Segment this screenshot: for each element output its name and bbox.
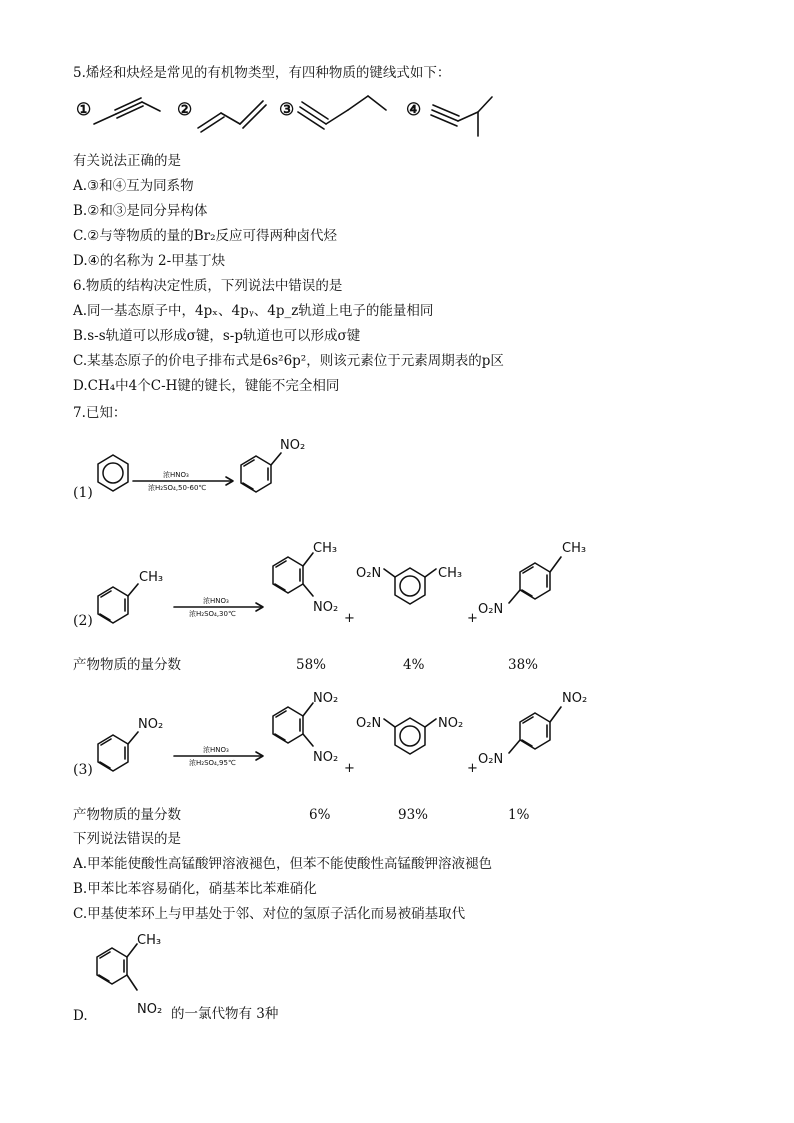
option-d-nitrotoluene <box>97 933 162 1017</box>
toluene-reactant <box>98 570 163 623</box>
q5-option-a: A.③和④互为同系物 <box>73 178 194 194</box>
q6-option-b: B.s-s轨道可以形成σ键，s-p轨道也可以形成σ键 <box>73 328 361 344</box>
q5-option-b: B.②和③是同分异构体 <box>73 203 208 219</box>
no2-label: NO₂ <box>313 750 339 765</box>
q7-option-d-prefix: D. <box>73 1008 88 1024</box>
reaction-2-label: (2) <box>73 613 93 629</box>
plus-sign: + <box>344 761 355 776</box>
no2-label: NO₂ <box>313 600 339 615</box>
compound-label-1: ① <box>76 100 92 120</box>
ch3-label: CH₃ <box>438 566 463 581</box>
q6-stem: 6.物质的结构决定性质，下列说法中错误的是 <box>73 278 343 294</box>
q5-prompt: 有关说法正确的是 <box>73 153 181 169</box>
q6-option-a: A.同一基态原子中，4pₓ、4pᵧ、4p_z轨道上电子的能量相同 <box>73 303 434 319</box>
fraction-label-3: 产物物质的量分数 <box>73 807 181 823</box>
meta-dinitrobenzene <box>356 716 463 754</box>
nitrobenzene-reactant <box>98 717 163 771</box>
q7-stem: 7.已知： <box>73 405 127 421</box>
reaction-1-label: (1) <box>73 485 93 501</box>
o2n-label: O₂N <box>356 716 382 731</box>
plus-sign: + <box>344 611 355 626</box>
ortho-nitrotoluene <box>273 541 338 615</box>
fraction-para-2: 38% <box>508 657 539 673</box>
compound-label-4: ④ <box>406 100 422 120</box>
plus-sign: + <box>467 761 478 776</box>
q7-option-a: A.甲苯能使酸性高锰酸钾溶液褪色，但苯不能使酸性高锰酸钾溶液褪色 <box>73 856 493 872</box>
ch3-label: CH₃ <box>139 570 164 585</box>
q7-option-b: B.甲苯比苯容易硝化，硝基苯比苯难硝化 <box>73 881 317 897</box>
reaction-arrow-3 <box>174 745 263 767</box>
fraction-meta-3: 93% <box>398 807 429 823</box>
ch3-label: CH₃ <box>137 933 162 948</box>
meta-nitrotoluene <box>356 566 462 604</box>
para-nitrotoluene <box>478 541 586 617</box>
condition-top-1: 浓HNO₃ <box>163 471 189 479</box>
condition-bottom-2: 浓H₂SO₄,30℃ <box>189 610 236 618</box>
no2-label: NO₂ <box>562 691 588 706</box>
q6-option-d: D.CH₄中4个C-H键的键长，键能不完全相同 <box>73 378 340 394</box>
fraction-ortho-3: 6% <box>309 807 331 823</box>
no2-label: NO₂ <box>137 1002 163 1017</box>
reaction-arrow-1 <box>133 470 233 492</box>
q5-option-c: C.②与等物质的量的Br₂反应可得两种卤代烃 <box>73 228 338 244</box>
o2n-label: O₂N <box>356 566 382 581</box>
ch3-label: CH₃ <box>562 541 587 556</box>
no2-label: NO₂ <box>438 716 464 731</box>
o2n-label: O₂N <box>478 752 504 767</box>
q5-option-d: D.④的名称为 2-甲基丁炔 <box>73 253 226 269</box>
ortho-dinitrobenzene <box>273 691 338 765</box>
no2-label: NO₂ <box>138 717 164 732</box>
fraction-label-2: 产物物质的量分数 <box>73 657 181 673</box>
compound-label-2: ② <box>177 100 193 120</box>
plus-sign: + <box>467 611 478 626</box>
condition-bottom-1: 浓H₂SO₄,50-60℃ <box>148 484 207 492</box>
reaction-arrow-2 <box>174 596 263 618</box>
fraction-ortho-2: 58% <box>296 657 327 673</box>
condition-bottom-3: 浓H₂SO₄,95℃ <box>189 759 236 767</box>
benzene-ring <box>98 455 128 491</box>
q5-stem: 5.烯烃和炔烃是常见的有机物类型，有四种物质的键线式如下： <box>73 65 451 81</box>
reaction-3-label: (3) <box>73 762 93 778</box>
para-dinitrobenzene <box>478 691 587 767</box>
no2-label: NO₂ <box>313 691 339 706</box>
condition-top-3: 浓HNO₃ <box>203 746 229 754</box>
q7-option-d-suffix: 的一氯代物有 3种 <box>171 1006 279 1022</box>
compound-label-3: ③ <box>279 100 295 120</box>
no2-label: NO₂ <box>280 438 306 453</box>
q7-prompt: 下列说法错误的是 <box>73 831 181 847</box>
o2n-label: O₂N <box>478 602 504 617</box>
condition-top-2: 浓HNO₃ <box>203 597 229 605</box>
nitrobenzene-product <box>241 438 305 492</box>
q7-option-c: C.甲基使苯环上与甲基处于邻、对位的氢原子活化而易被硝基取代 <box>73 906 466 922</box>
fraction-para-3: 1% <box>508 807 530 823</box>
fraction-meta-2: 4% <box>403 657 425 673</box>
ch3-label: CH₃ <box>313 541 338 556</box>
q6-option-c: C.某基态原子的价电子排布式是6s²6p²，则该元素位于元素周期表的p区 <box>73 353 504 369</box>
